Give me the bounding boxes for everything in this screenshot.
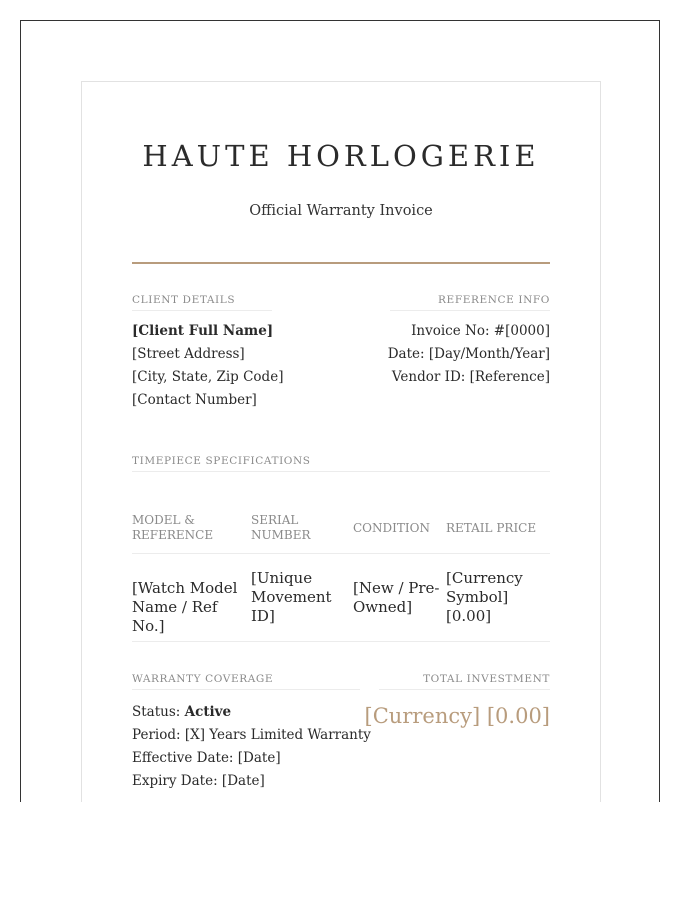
- column-header-model: MODEL & REFERENCE: [132, 513, 214, 542]
- total-investment-value: [Currency] [0.00]: [364, 704, 550, 728]
- invoice-sheet: [81, 81, 601, 802]
- warranty-period: Period: [X] Years Limited Warranty: [132, 727, 371, 743]
- table-header-divider: [132, 553, 550, 554]
- client-street: [Street Address]: [132, 346, 245, 362]
- column-header-serial: SERIAL NUMBER: [251, 513, 311, 542]
- client-city: [City, State, Zip Code]: [132, 369, 284, 385]
- warranty-effective-date: Effective Date: [Date]: [132, 750, 281, 766]
- timepiece-specs-label: TIMEPIECE SPECIFICATIONS: [132, 455, 550, 472]
- client-contact: [Contact Number]: [132, 392, 257, 408]
- invoice-number: Invoice No: #[0000]: [411, 323, 550, 339]
- invoice-date: Date: [Day/Month/Year]: [387, 346, 550, 362]
- brand-title: HAUTE HORLOGERIE: [142, 139, 540, 173]
- cell-condition: [New / Pre-Owned]: [353, 579, 440, 616]
- warranty-status: [132, 704, 231, 720]
- total-investment-label: TOTAL INVESTMENT: [379, 673, 550, 690]
- warranty-status-value: Active: [184, 704, 232, 720]
- column-header-price: RETAIL PRICE: [446, 521, 537, 535]
- table-row-divider: [132, 641, 550, 642]
- column-header-condition: CONDITION: [353, 521, 430, 535]
- cell-serial: [Unique Movement ID]: [251, 569, 332, 625]
- cell-price: [Currency Symbol] [0.00]: [446, 569, 523, 625]
- cell-model: [Watch Model Name / Ref No.]: [132, 579, 238, 635]
- reference-info-label: REFERENCE INFO: [390, 294, 550, 311]
- client-name: [Client Full Name]: [132, 323, 274, 339]
- warranty-status-label: Status:: [132, 704, 181, 720]
- client-details-label: CLIENT DETAILS: [132, 294, 272, 311]
- warranty-expiry-date: Expiry Date: [Date]: [132, 773, 265, 789]
- document-subtitle: Official Warranty Invoice: [249, 203, 433, 219]
- gold-divider: [132, 262, 550, 264]
- vendor-id: Vendor ID: [Reference]: [391, 369, 550, 385]
- warranty-coverage-label: WARRANTY COVERAGE: [132, 673, 360, 690]
